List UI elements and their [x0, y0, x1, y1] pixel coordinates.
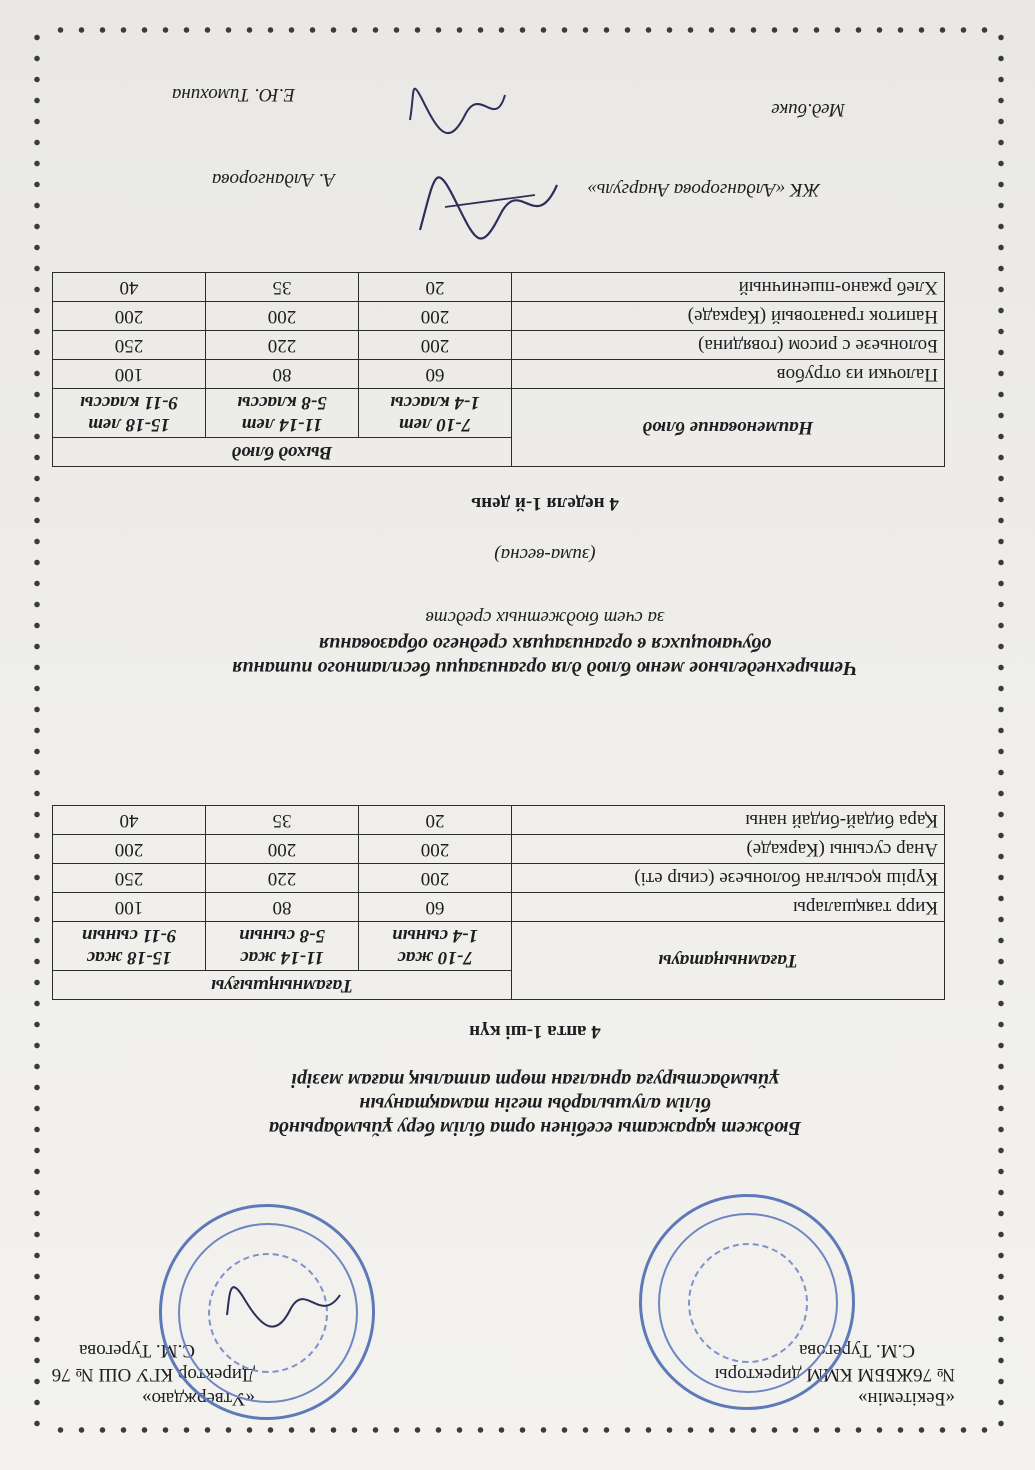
org-signature [415, 165, 565, 245]
kz-col-age-2: 11-14 жас 5-8 сынып [206, 922, 359, 971]
kz-col-dish-name: Тағамныңатауы [512, 922, 945, 1000]
signature-org-label: ЖК «Алдангорова Анаргуль» [587, 179, 820, 200]
signature-med-label: Мед.бике [771, 99, 845, 120]
ru-week-day: 4 неделя 1-й день [471, 493, 619, 514]
approval-block-kz: «Бекітемін» № 76ЖББМ КММ директоры С.М. Турегова [714, 1340, 955, 1409]
ru-menu-table [52, 272, 945, 467]
med-signature [405, 75, 515, 145]
table-row: Кирр таяқшалары 60 80 100 [53, 893, 945, 922]
table-row: Болоньезе с рисом (говядина) 200 220 250 [53, 331, 945, 360]
ru-col-age-2: 11-14 лет 5-8 классы [206, 389, 359, 438]
kz-col-age-3: 15-18 жас 9-11 сынып [53, 922, 206, 971]
table-row: Хлеб ржано-пшеничный 20 35 40 [53, 273, 945, 302]
dotted-border-top [45, 1426, 995, 1434]
signature-org-name: А. Алдангорова [211, 169, 335, 190]
ru-col-age-1: 7-10 лет 1-4 классы [359, 389, 512, 438]
ru-menu-title: Четырехнедельное меню блюд для организации бесплатного питания обучающихся в организациях среднего образования [232, 633, 858, 679]
kz-menu-table [52, 805, 945, 1000]
signature-med-name: Е.Ю. Тимохина [171, 84, 295, 105]
ru-col-dish-name: Наименование блюд [512, 389, 945, 467]
table-row: Напиток гранатовый (Каркаде) 200 200 200 [53, 302, 945, 331]
ru-col-age-3: 15-18 лет 9-11 классы [53, 389, 206, 438]
approval-block-ru: «Утверждаю» Директор КГУ ОШ № 76 С.М. Турегова [51, 1340, 255, 1409]
official-stamp-left [639, 1194, 855, 1410]
table-row: Қара бидай-бидай наны 20 35 40 [53, 806, 945, 835]
ru-season: (зима-весна) [494, 544, 596, 565]
ru-col-output: Выход блюд [53, 438, 512, 467]
ru-budget-note: за счет бюджетных средств [425, 607, 665, 628]
table-row: Күріш қосылған болоньезе (сиыр еті) 200 220 250 [53, 864, 945, 893]
table-row: Палочки из отрубов 60 80 100 [53, 360, 945, 389]
kz-col-age-1: 7-10 жас 1-4 сынып [359, 922, 512, 971]
table-row: Анар сусыны (Каркаде) 200 200 200 [53, 835, 945, 864]
dotted-border-right [33, 34, 41, 1434]
dotted-border-left [997, 34, 1005, 1434]
dotted-border-bottom [45, 26, 995, 34]
kz-menu-title: Бюджет қаражаты есебінен орта білім беру ұйымдарында білім алушыларды тегін тамақтануын ұйымдастыруға арналған төрт апталық тағам мәзірі [268, 1069, 802, 1139]
kz-col-output: Тағамныңшығуы [53, 971, 512, 1000]
director-signature [225, 1275, 345, 1335]
kz-week-day: 4 апта 1-ші күн [469, 1021, 601, 1042]
